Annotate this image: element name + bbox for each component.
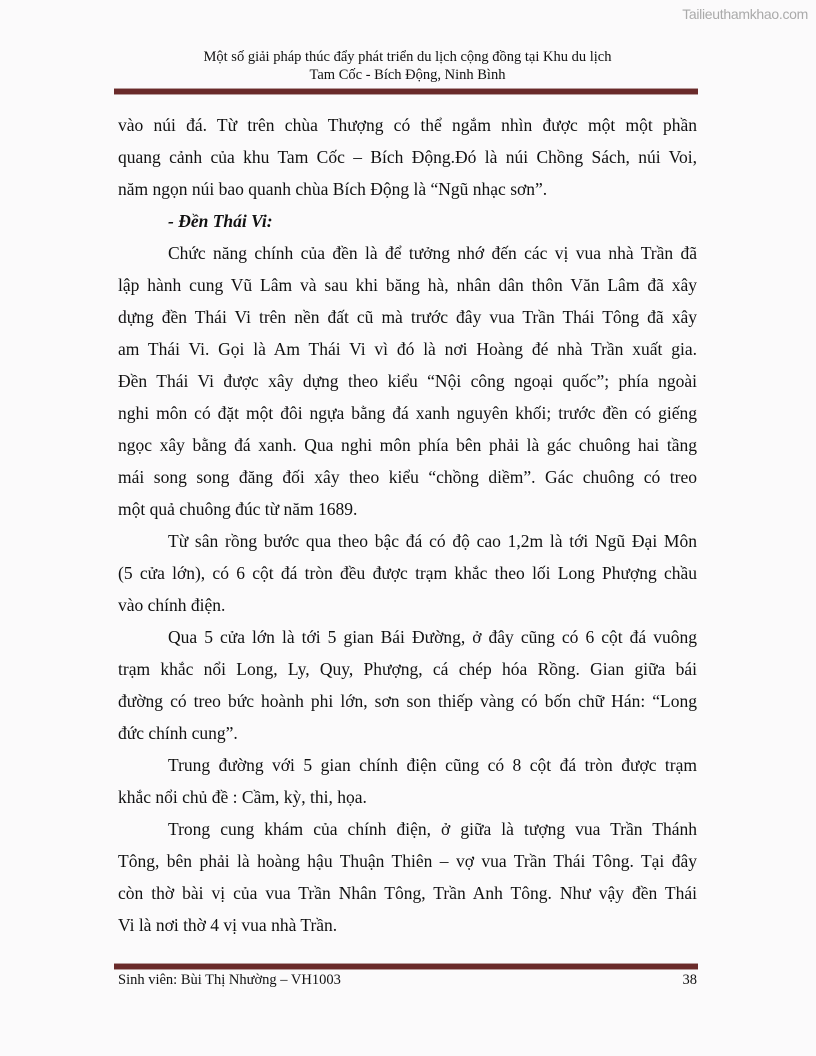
footer <box>118 972 697 989</box>
footer-student: Sinh viên: Bùi Thị Nhường – VH1003 <box>118 972 341 988</box>
text-line: năm ngọn núi bao quanh chùa Bích Động là “Ngũ nhạc sơn”. <box>118 179 548 199</box>
text-line: một quả chuông đúc từ năm 1689. <box>118 499 358 519</box>
text-line: nghi môn có đặt một đôi ngựa bằng đá xanh nguyên khối; trước đền có giếng <box>118 403 697 423</box>
text-line: vào chính điện. <box>118 595 226 615</box>
header-line-2: Tam Cốc - Bích Động, Ninh Bình <box>309 67 506 83</box>
paragraph <box>118 813 697 941</box>
text-line: Trong cung khám của chính điện, ở giữa là tượng vua Trần Thánh <box>168 819 697 839</box>
text-line: dựng đền Thái Vi trên nền đất cũ mà trước đây vua Trần Thái Tông đã xây <box>118 307 697 327</box>
text-line: Từ sân rồng bước qua theo bậc đá có độ cao 1,2m là tới Ngũ Đại Môn <box>168 531 697 551</box>
section-heading <box>118 205 697 237</box>
text-line: - Đền Thái Vi: <box>168 211 273 231</box>
text-line: trạm khắc nổi Long, Ly, Quy, Phượng, cá chép hóa Rồng. Gian giữa bái <box>118 659 697 679</box>
document-body <box>118 109 697 941</box>
paragraph <box>118 237 697 525</box>
text-line: quang cảnh của khu Tam Cốc – Bích Động.Đó là núi Chồng Sách, núi Voi, <box>118 147 697 167</box>
paragraph <box>118 109 697 205</box>
text-line: lập hành cung Vũ Lâm và sau khi băng hà, nhân dân thôn Văn Lâm đã xây <box>118 275 697 295</box>
running-header <box>118 48 697 84</box>
text-line: Trung đường với 5 gian chính điện cũng có 8 cột đá tròn được trạm <box>168 755 697 775</box>
text-line: đức chính cung”. <box>118 723 238 743</box>
paragraph <box>118 525 697 621</box>
text-line: Chức năng chính của đền là để tưởng nhớ đến các vị vua nhà Trần đã <box>168 243 697 263</box>
footer-rule <box>114 963 698 970</box>
page-number: 38 <box>682 972 697 988</box>
watermark: Tailieuthamkhao.com <box>682 6 808 22</box>
header-rule <box>114 88 698 95</box>
text-line: am Thái Vi. Gọi là Am Thái Vi vì đó là nơi Hoàng đé nhà Trần xuất gia. <box>118 339 697 359</box>
text-line: mái song song đăng đối xây theo kiểu “chồng diềm”. Gác chuông có treo <box>118 467 697 487</box>
text-line: Vi là nơi thờ 4 vị vua nhà Trần. <box>118 915 338 935</box>
paragraph <box>118 621 697 749</box>
text-line: Tông, bên phải là hoàng hậu Thuận Thiên – vợ vua Trần Thái Tông. Tại đây <box>118 851 697 871</box>
text-line: Qua 5 cửa lớn là tới 5 gian Bái Đường, ở đây cũng có 6 cột đá vuông <box>168 627 697 647</box>
text-line: còn thờ bài vị của vua Trần Nhân Tông, Trần Anh Tông. Như vậy đền Thái <box>118 883 697 903</box>
header-line-1: Một số giải pháp thúc đẩy phát triển du lịch cộng đồng tại Khu du lịch <box>203 49 612 65</box>
text-line: Đền Thái Vi được xây dựng theo kiểu “Nội công ngoại quốc”; phía ngoài <box>118 371 697 391</box>
text-line: ngọc xây bằng đá xanh. Qua nghi môn phía bên phải là gác chuông hai tầng <box>118 435 697 455</box>
text-line: vào núi đá. Từ trên chùa Thượng có thể ngắm nhìn được một một phần <box>118 115 697 135</box>
text-line: đường có treo bức hoành phi lớn, sơn son thiếp vàng có bốn chữ Hán: “Long <box>118 691 697 711</box>
text-line: khắc nổi chủ đề : Cầm, kỳ, thi, họa. <box>118 787 367 807</box>
text-line: (5 cửa lớn), có 6 cột đá tròn đều được trạm khắc theo lối Long Phượng chầu <box>118 563 697 583</box>
paragraph <box>118 749 697 813</box>
